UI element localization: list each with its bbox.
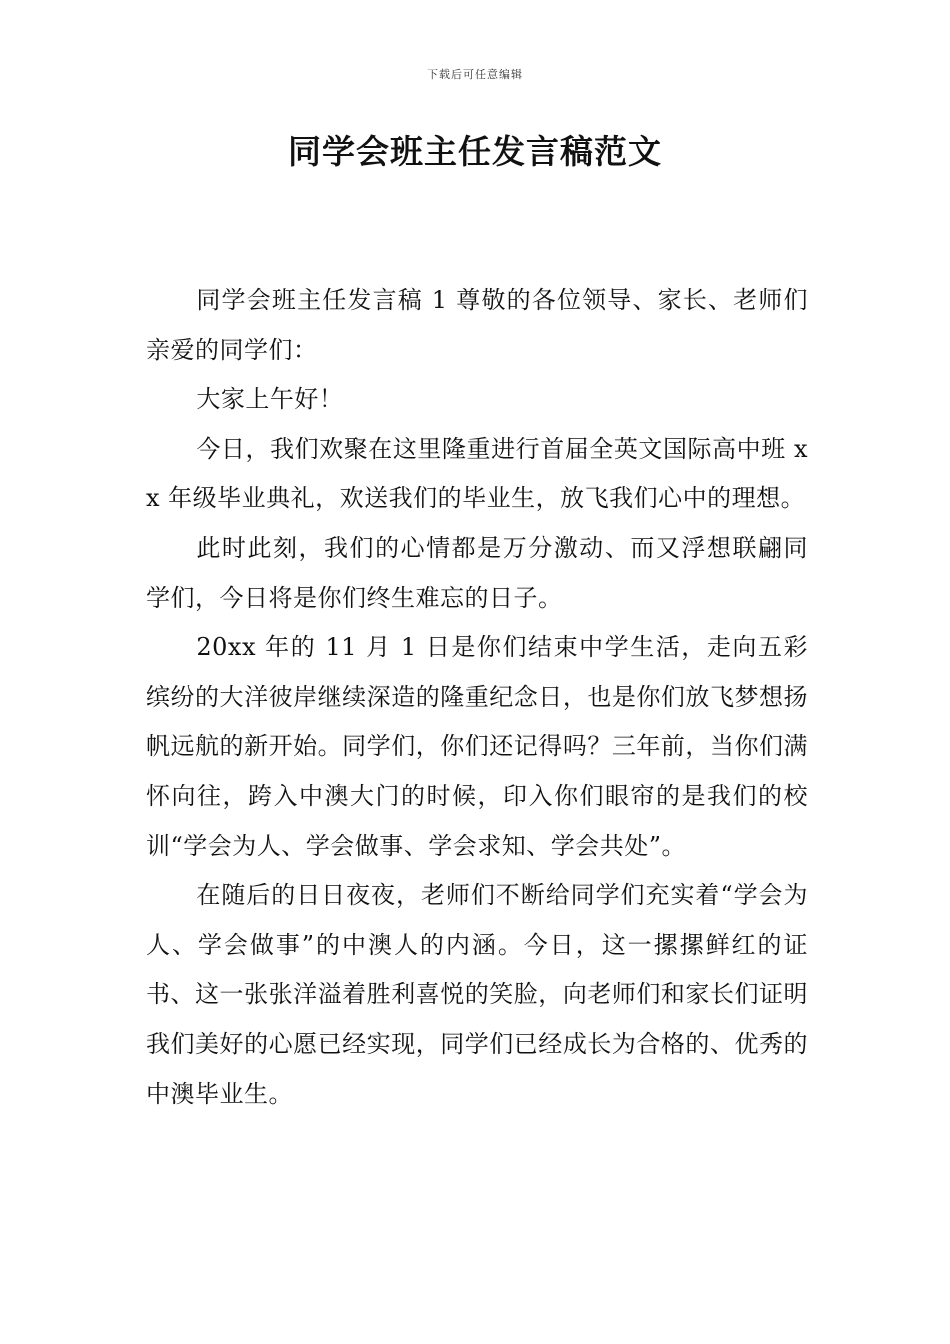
document-title: 同学会班主任发言稿范文 xyxy=(288,132,662,171)
paragraph: 今日，我们欢聚在这里隆重进行首届全英文国际高中班 xx 年级毕业典礼，欢送我们的毕业生，放飞我们心中的理想。 xyxy=(146,434,808,513)
document-body xyxy=(146,276,808,1119)
paragraph: 此时此刻，我们的心情都是万分激动、而又浮想联翩同学们，今日将是你们终生难忘的日子。 xyxy=(146,533,808,612)
paragraph-salutation: 大家上午好！ xyxy=(196,385,344,414)
paragraph: 在随后的日日夜夜，老师们不断给同学们充实着“学会为人、学会做事”的中澳人的内涵。今日，这一摞摞鲜红的证书、这一张张洋溢着胜利喜悦的笑脸，向老师们和家长们证明我们美好的心愿已经实现，同学们已经成长为合格的、优秀的中澳毕业生。 xyxy=(146,881,808,1108)
header-note: 下载后可任意编辑 xyxy=(427,68,523,81)
paragraph-greeting: 同学会班主任发言稿 1 尊敬的各位领导、家长、老师们亲爱的同学们： xyxy=(146,286,808,364)
paragraph: 20xx 年的 11 月 1 日是你们结束中学生活，走向五彩缤纷的大洋彼岸继续深造的隆重纪念日，也是你们放飞梦想扬帆远航的新开始。同学们，你们还记得吗？三年前，当你们满怀向往，跨入中澳大门的时候，印入你们眼帘的是我们的校训“学会为人、学会做事、学会求知、学会共处”。 xyxy=(146,633,808,860)
